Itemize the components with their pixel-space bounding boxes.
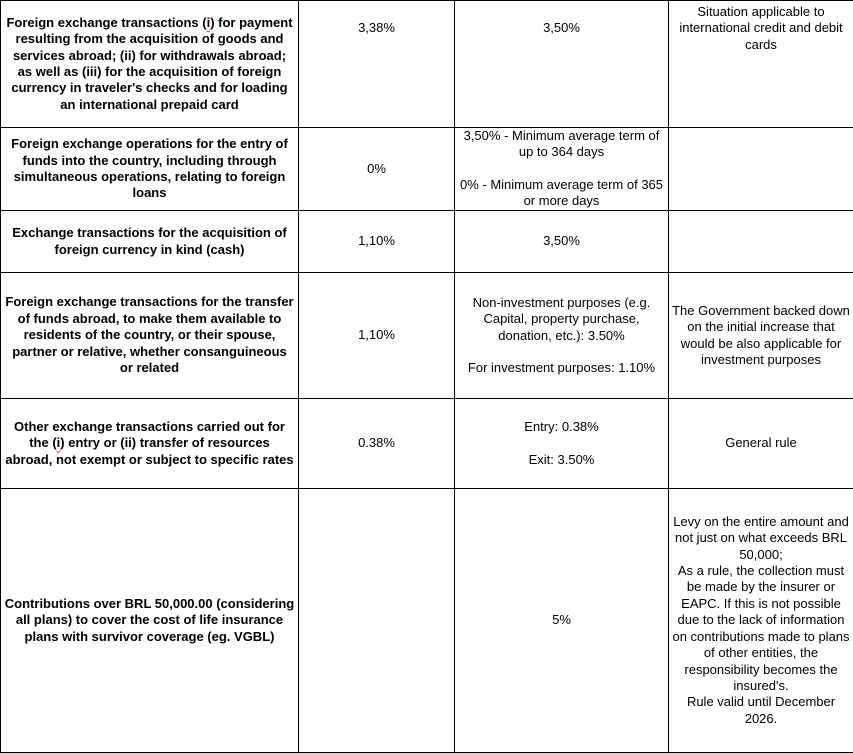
operation-description: Exchange transactions for the acquisition of foreign currency in kind (cash) [1, 211, 299, 273]
new-rate: 3,50% [455, 1, 669, 128]
table-row [1, 1, 853, 128]
notes: The Government backed down on the initial increase that would be also applicable for investment purposes [669, 273, 853, 399]
notes: General rule [669, 399, 853, 489]
spellcheck-underlined-word: i [207, 15, 211, 30]
new-rate: 5% [455, 489, 669, 753]
previous-rate: 0.38% [299, 399, 455, 489]
previous-rate [299, 489, 455, 753]
table-row [1, 211, 853, 273]
previous-rate: 1,10% [299, 273, 455, 399]
table-row [1, 273, 853, 399]
operation-description: Foreign exchange transactions (i) for payment resulting from the acquisition of goods and services abroad; (ii) for withdrawals abroad; as well as (iii) for the acquisition of foreign currency in traveler's checks and for loading an international prepaid card [1, 1, 299, 128]
previous-rate: 0% [299, 128, 455, 211]
table-row [1, 399, 853, 489]
operation-description: Foreign exchange operations for the entry of funds into the country, including through simultaneous operations, relating to foreign loans [1, 128, 299, 211]
spellcheck-underlined-word: i [57, 435, 61, 450]
notes [669, 128, 853, 211]
new-rate: Non-investment purposes (e.g. Capital, property purchase, donation, etc.): 3.50% For investment purposes: 1.10% [455, 273, 669, 399]
table-row [1, 128, 853, 211]
notes: Levy on the entire amount and not just on what exceeds BRL 50,000; As a rule, the collection must be made by the insurer or EAPC. If this is not possible due to the lack of information on contributions made to plans of other entities, the responsibility becomes the insured's. Rule valid until December 2026. [669, 489, 853, 753]
notes: Situation applicable to international credit and debit cards [669, 1, 853, 128]
operation-description: Foreign exchange transactions for the transfer of funds abroad, to make them available to residents of the country, or their spouse, partner or relative, whether consanguineous or related [1, 273, 299, 399]
operation-description: Contributions over BRL 50,000.00 (considering all plans) to cover the cost of life insurance plans with survivor coverage (eg. VGBL) [1, 489, 299, 753]
notes [669, 211, 853, 273]
previous-rate: 3,38% [299, 1, 455, 128]
new-rate: 3,50% [455, 211, 669, 273]
new-rate: Entry: 0.38% Exit: 3.50% [455, 399, 669, 489]
new-rate: 3,50% - Minimum average term of up to 364 days 0% - Minimum average term of 365 or more days [455, 128, 669, 211]
table-row [1, 489, 853, 753]
operation-description: Other exchange transactions carried out for the (i) entry or (ii) transfer of resources abroad, not exempt or subject to specific rates [1, 399, 299, 489]
previous-rate: 1,10% [299, 211, 455, 273]
